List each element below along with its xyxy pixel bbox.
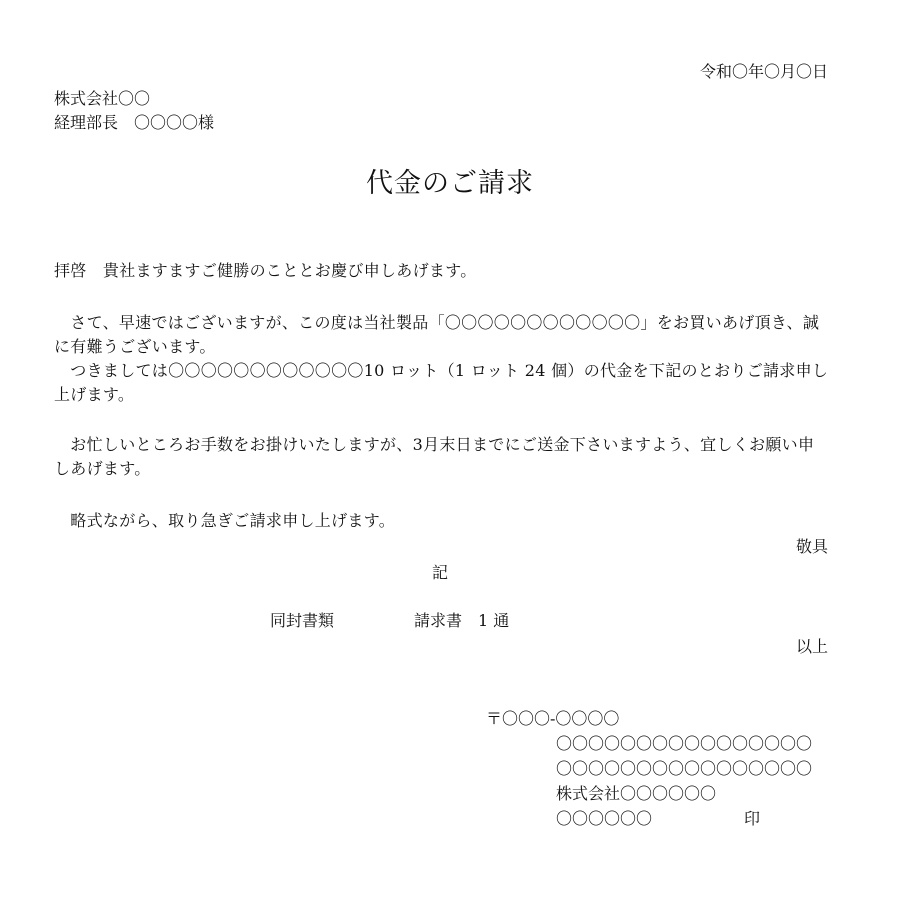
letter-date: 令和〇年〇月〇日 xyxy=(699,62,828,81)
enclosure-value: 請求書 1 通 xyxy=(414,611,510,630)
note-heading: 記 xyxy=(432,563,449,582)
body-paragraph-1: さて、早速ではございますが、この度は当社製品「〇〇〇〇〇〇〇〇〇〇〇〇」をお買いあげ頂き、誠に有難うございます。 xyxy=(54,313,820,356)
enclosure-label: 同封書類 xyxy=(270,611,335,630)
addressee-company: 株式会社〇〇 xyxy=(54,89,151,108)
greeting-line: 拝啓 貴社ますますご健勝のこととお慶び申しあげます。 xyxy=(54,261,477,280)
sender-address-2: 〇〇〇〇〇〇〇〇〇〇〇〇〇〇〇〇 xyxy=(556,759,813,778)
sender-block xyxy=(486,707,812,832)
sender-name-row xyxy=(486,807,812,832)
closing-keigu: 敬具 xyxy=(795,537,828,556)
sender-company: 株式会社〇〇〇〇〇〇 xyxy=(556,784,717,803)
body-paragraph-4: 略式ながら、取り急ぎご請求申し上げます。 xyxy=(54,511,396,530)
addressee-person: 経理部長 〇〇〇〇様 xyxy=(54,113,215,132)
sender-name: 〇〇〇〇〇〇 xyxy=(556,809,653,828)
document-title: 代金のご請求 xyxy=(366,168,534,199)
seal-mark: 印 xyxy=(744,809,761,828)
body-paragraph-3: お忙しいところお手数をお掛けいたしますが、3月末日までにご送金下さいますよう、宜しくお願い申しあげます。 xyxy=(54,435,815,478)
body-paragraph-2: つきましては〇〇〇〇〇〇〇〇〇〇〇〇10 ロット（1 ロット 24 個）の代金を下記のとおりご請求申し上げます。 xyxy=(54,361,829,404)
sender-address-1: 〇〇〇〇〇〇〇〇〇〇〇〇〇〇〇〇 xyxy=(556,734,813,753)
sender-postal: 〒〇〇〇-〇〇〇〇 xyxy=(486,709,620,728)
addressee-block xyxy=(54,87,214,135)
note-end: 以上 xyxy=(795,637,828,656)
